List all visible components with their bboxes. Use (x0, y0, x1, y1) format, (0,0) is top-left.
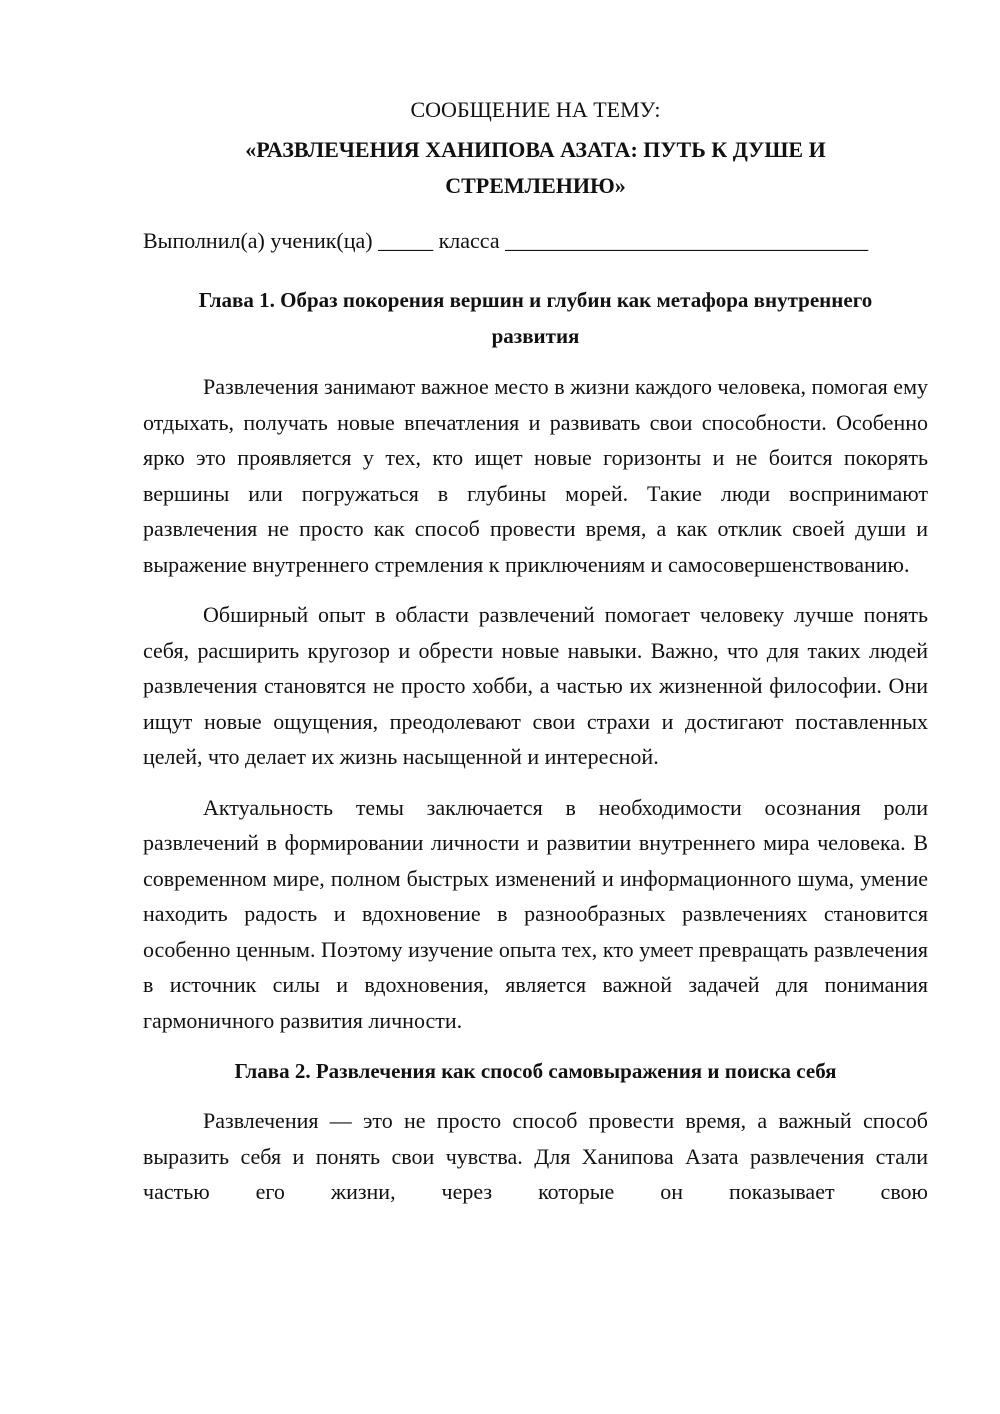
document-page (143, 92, 928, 1210)
performer-line: Выполнил(а) ученик(ца) _____ класса _________________________________ (143, 228, 869, 253)
chapter-2-paragraph: Развлечения — это не просто способ провести время, а важный способ выразить себя и понять свои чувства. Для Ханипова Азата развлечения стали частью его жизни, через которые он показывает свою (143, 1108, 928, 1204)
chapter-1-paragraph: Развлечения занимают важное место в жизни каждого человека, помогая ему отдыхать, получать новые впечатления и развивать свои способности. Особенно ярко это проявляется у тех, кто ищет новые горизонты и не боится покорять вершины или погружаться в глубины морей. Такие люди воспринимают развлечения не просто как способ провести время, а как отклик своей души и выражение внутреннего стремления к приключениям и самосовершенствованию. (143, 374, 928, 577)
chapter-1-heading: Глава 1. Образ покорения вершин и глубин как метафора внутреннего развития (198, 288, 873, 348)
chapter-1-paragraph: Обширный опыт в области развлечений помогает человеку лучше понять себя, расширить кругозор и обрести новые навыки. Важно, что для таких людей развлечения становятся не просто хобби, а частью их жизненной философии. Они ищут новые ощущения, преодолевают свои страхи и достигают поставленных целей, что делает их жизнь насыщенной и интересной. (143, 602, 928, 769)
chapter-2-heading: Глава 2. Развлечения как способ самовыражения и поиска себя (234, 1059, 837, 1083)
document-title: «РАЗВЛЕЧЕНИЯ ХАНИПОВА АЗАТА: ПУТЬ К ДУШЕ И СТРЕМЛЕНИЮ» (245, 137, 826, 198)
document-header: СООБЩЕНИЕ НА ТЕМУ: (410, 97, 661, 122)
chapter-1-paragraph: Актуальность темы заключается в необходимости осознания роли развлечений в формировании личности и развитии внутреннего мира человека. В современном мире, полном быстрых изменений и информационного шума, умение находить радость и вдохновение в разнообразных развлечениях становится особенно ценным. Поэтому изучение опыта тех, кто умеет превращать развлечения в источник силы и вдохновения, является важной задачей для понимания гармоничного развития личности. (143, 794, 928, 1033)
